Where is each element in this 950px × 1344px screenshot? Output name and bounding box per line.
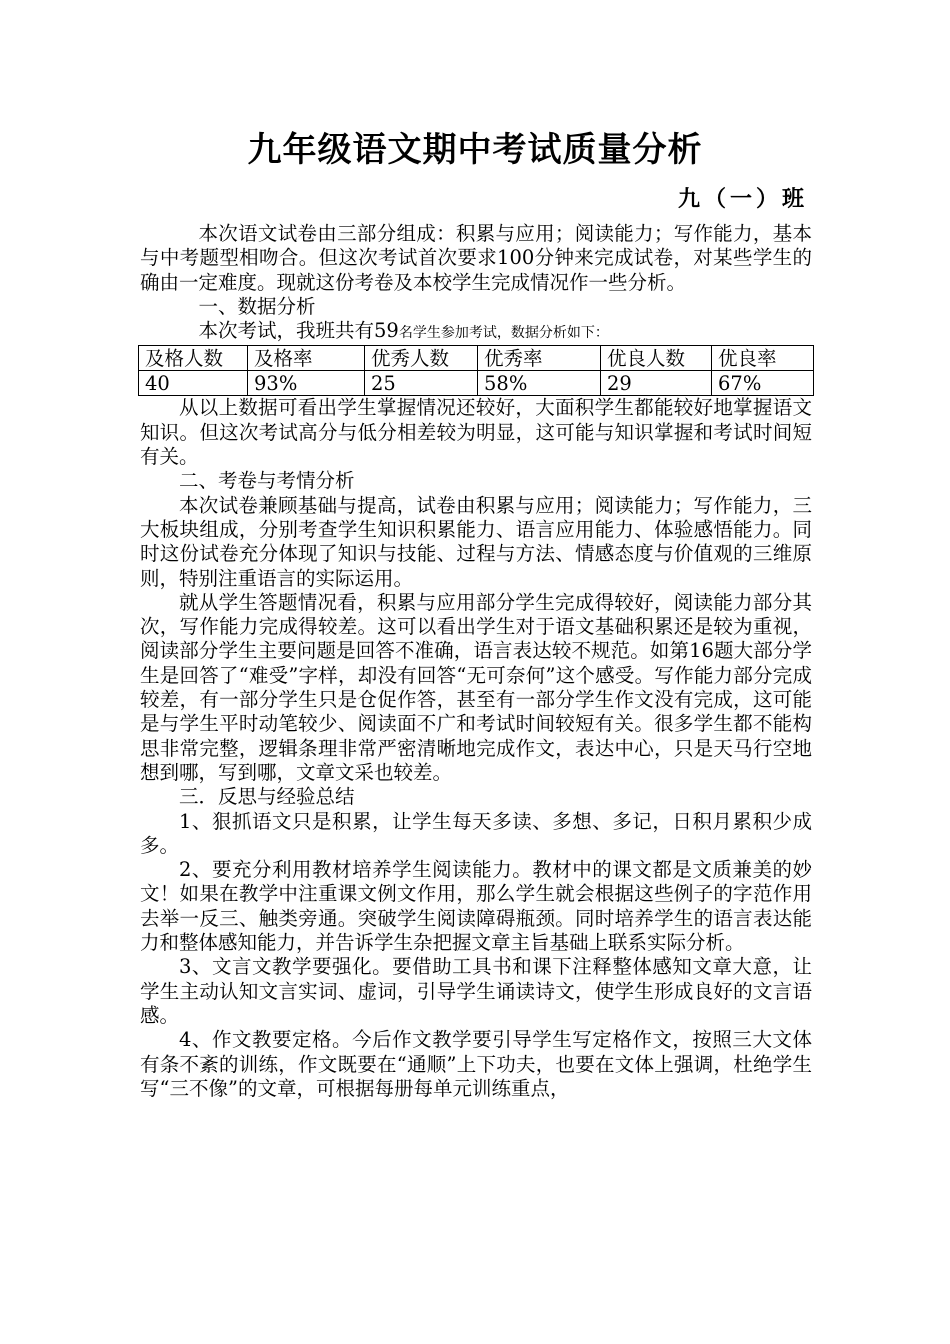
section1-lead [140, 319, 812, 345]
section1-lead-small: 名学生参加考试，数据分析如下： [398, 325, 609, 342]
value-cell-good-rate: 67% [712, 371, 814, 396]
value-cell-excellent-count: 25 [365, 371, 478, 396]
section3-item-2: 2、要充分利用教材培养学生阅读能力。教材中的课文都是文质兼美的妙文！如果在教学中注重课文例文作用，那么学生就会根据这些例子的字范作用去举一反三、触类旁通。突破学生阅读障碍瓶颈。同时培养学生的语言表达能力和整体感知能力，并告诉学生杂把握文章主旨基础上联系实际分析。 [140, 858, 812, 955]
section1-heading: 一、数据分析 [198, 294, 316, 318]
section2-heading: 二、考卷与考情分析 [179, 469, 355, 493]
document-title: 九年级语文期中考试质量分析 [247, 130, 703, 170]
value-cell-excellent-rate: 58% [478, 371, 601, 396]
section2-paragraph-1: 本次试卷兼顾基础与提高，试卷由积累与应用；阅读能力；写作能力，三大板块组成，分别考查学生知识积累能力、语言应用能力、体验感悟能力。同时这份试卷充分体现了知识与技能、过程与方法、情感态度与价值观的三维原则，特别注重语言的实际运用。 [140, 493, 812, 590]
header-cell-excellent-count: 优秀人数 [365, 346, 478, 371]
section3-item-1: 1、狠抓语文只是积累，让学生每天多读、多想、多记，日积月累积少成多。 [140, 809, 812, 857]
value-cell-pass-count: 40 [139, 371, 248, 396]
section3-item-4: 4、作文教要定格。今后作文教学要引导学生写定格作文，按照三大文体有条不紊的训练，作文既要在“通顺”上下功夫，也要在文体上强调，杜绝学生写“三不像”的文章，可根据每册每单元训练重点， [140, 1028, 812, 1100]
value-cell-good-count: 29 [601, 371, 712, 396]
section3-heading: 三．反思与经验总结 [179, 785, 355, 809]
header-cell-good-count: 优良人数 [601, 346, 712, 371]
section1-summary: 从以上数据可看出学生掌握情况还较好，大面积学生都能较好地掌握语文知识。但这次考试高分与低分相差较为明显，这可能与知识掌握和考试时间短有关。 [140, 396, 812, 469]
header-cell-excellent-rate: 优秀率 [478, 346, 601, 371]
stats-header-row [139, 346, 814, 371]
value-cell-pass-rate: 93% [248, 371, 365, 396]
document-body [140, 222, 812, 1101]
class-name: 九（一）班 [677, 186, 808, 212]
header-cell-good-rate: 优良率 [712, 346, 814, 371]
stats-value-row [139, 371, 814, 396]
header-cell-pass-rate: 及格率 [248, 346, 365, 371]
stats-table [138, 345, 814, 396]
intro-paragraph: 本次语文试卷由三部分组成：积累与应用；阅读能力；写作能力，基本与中考题型相吻合。但这次考试首次要求100分钟来完成试卷，对某些学生的确由一定难度。现就这份考卷及本校学生完成情况作一些分析。 [140, 222, 812, 294]
section2-paragraph-2: 就从学生答题情况看，积累与应用部分学生完成得较好，阅读能力部分其次，写作能力完成得较差。这可以看出学生对于语文基础积累还是较为重视，阅读部分学生主要问题是回答不准确，语言表达较不规范。如第16题大部分学生是回答了“难受”字样，却没有回答“无可奈何”这个感受。写作能力部分完成较差，有一部分学生只是仓促作答，甚至有一部分学生作文没有完成，这可能是与学生平时动笔较少、阅读面不广和考试时间较短有关。很多学生都不能构思非常完整，逻辑条理非常严密清晰地完成作文，表达中心，只是天马行空地想到哪，写到哪，文章文采也较差。 [140, 590, 812, 784]
header-cell-pass-count: 及格人数 [139, 346, 248, 371]
section3-item-3: 3、文言文教学要强化。要借助工具书和课下注释整体感知文章大意，让学生主动认知文言实词、虚词，引导学生诵读诗文，使学生形成良好的文言语感。 [140, 955, 812, 1027]
section1-lead-main: 本次考试，我班共有59 [198, 319, 399, 343]
